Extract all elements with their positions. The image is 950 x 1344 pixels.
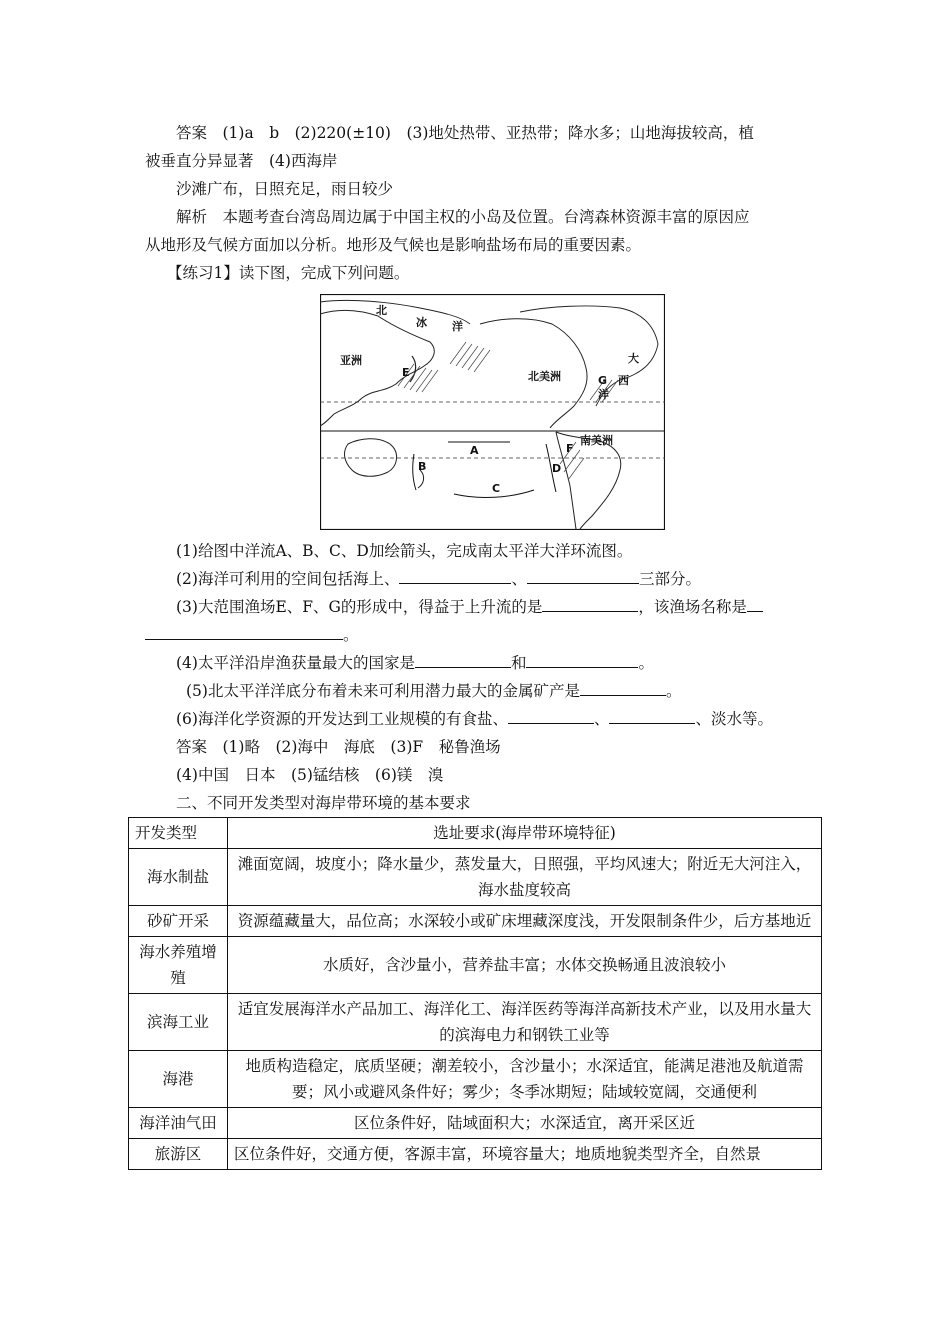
q2-blank-2[interactable] [527,569,639,584]
q5-blank-1[interactable] [580,681,666,696]
answer1-line1: 答案 (1)a b (2)220(±10) (3)地处热带、亚热带；降水多；山地海拔较高，植 [176,124,754,142]
q2-blank-1[interactable] [399,569,511,584]
row-type: 滨海工业 [129,994,228,1051]
label-asia: 亚洲 [340,354,362,367]
question-3-cont [145,625,359,645]
q2-text-b: 、 [511,570,527,588]
q4-blank-1[interactable] [415,653,511,668]
question-1: (1)给图中洋流A、B、C、D加绘箭头，完成南太平洋大洋环流图。 [176,542,633,560]
row-req: 滩面宽阔，坡度小；降水量少，蒸发量大，日照强，平均风速大；附近无大河注入，海水盐度较高 [228,849,822,906]
row-type: 海洋油气田 [129,1108,228,1139]
table-row [129,937,822,994]
question-4 [176,653,654,673]
q3-text-c: 。 [343,626,359,644]
section-title: 二、不同开发类型对海岸带环境的基本要求 [176,794,471,812]
table-row [129,1108,822,1139]
q5-text-b: 。 [665,682,682,700]
question-6 [176,709,773,729]
q3-blank-1[interactable] [542,597,638,612]
q4-text-b: 和 [510,654,527,672]
header-req: 选址要求(海岸带环境特征) [228,818,822,849]
table-row [129,849,822,906]
label-xi: 西 [618,374,629,387]
label-e: E [402,366,410,379]
row-type: 旅游区 [129,1139,228,1170]
row-type: 海水养殖增殖 [129,937,228,994]
q4-text-c: 。 [638,654,654,672]
row-req: 区位条件好，陆域面积大；水深适宜，离开采区近 [228,1108,822,1139]
answer2-line1: 答案 (1)略 (2)海中 海底 (3)F 秘鲁渔场 [176,738,501,756]
q4-blank-2[interactable] [526,653,638,668]
q3-blank-2b[interactable] [145,625,343,640]
q5-text-a: (5)北太平洋洋底分布着未来可利用潜力最大的金属矿产是 [186,682,580,700]
answer2-line2: (4)中国 日本 (5)锰结核 (6)镁 溴 [176,766,444,784]
q3-blank-2a[interactable] [747,597,763,612]
row-type: 海港 [129,1051,228,1108]
table-row [129,1139,822,1170]
exercise-tag: 【练习1】 [167,264,239,282]
header-type: 开发类型 [129,818,228,849]
label-ocean2: 洋 [598,388,609,401]
table-row [129,1051,822,1108]
label-b: B [418,460,427,473]
answer1-line3: 沙滩广布，日照充足，雨日较少 [176,180,394,198]
q6-blank-2[interactable] [609,709,695,724]
exercise-prompt: 读下图，完成下列问题。 [238,264,410,282]
row-req: 适宜发展海洋水产品加工、海洋化工、海洋医药等海洋高新技术产业，以及用水量大的滨海电力和钢铁工业等 [228,994,822,1051]
analysis-line1: 解析 本题考查台湾岛周边属于中国主权的小岛及位置。台湾森林资源丰富的原因应 [176,208,750,226]
table-row [129,906,822,937]
row-req: 水质好，含沙量小，营养盐丰富；水体交换畅通且波浪较小 [228,937,822,994]
label-c: C [492,482,501,495]
q2-text-c: 三部分。 [638,570,701,588]
question-3 [176,597,763,617]
label-g: G [598,374,608,387]
label-ice: 冰 [416,316,427,329]
q4-text-a: (4)太平洋沿岸渔获量最大的国家是 [176,654,415,672]
row-type: 海水制盐 [129,849,228,906]
row-req: 区位条件好，交通方便，客源丰富，环境容量大；地质地貌类型齐全，自然景 [228,1139,822,1170]
row-req: 地质构造稳定，底质坚硬；潮差较小，含沙量小；水深适宜，能满足港池及航道需要；风小或避风条件好；雾少；冬季冰期短；陆域较宽阔，交通便利 [228,1051,822,1108]
table-row [129,994,822,1051]
q3-text-a: (3)大范围渔场E、F、G的形成中，得益于上升流的是 [176,598,543,616]
q6-text-a: (6)海洋化学资源的开发达到工业规模的有食盐、 [176,710,508,728]
table-header-row [129,818,822,849]
label-north-america: 北美洲 [528,370,561,383]
q6-text-c: 、淡水等。 [695,710,773,728]
question-5 [186,681,681,701]
q6-text-b: 、 [593,710,610,728]
row-req: 资源蕴藏量大，品位高；水深较小或矿床埋藏深度浅，开发限制条件少，后方基地近 [228,906,822,937]
q6-blank-1[interactable] [508,709,594,724]
label-d: D [552,462,562,475]
label-south-america: 南美洲 [580,434,613,447]
exercise-heading [167,263,409,283]
requirements-table [128,817,822,1170]
label-ocean1: 洋 [452,320,463,333]
label-north: 北 [376,304,387,317]
question-2 [176,569,701,589]
analysis-line2: 从地形及气候方面加以分析。地形及气候也是影响盐场布局的重要因素。 [145,236,642,254]
label-a: A [470,444,479,457]
answer1-line2: 被垂直分异显著 (4)西海岸 [145,152,338,170]
pacific-map [320,294,665,530]
row-type: 砂矿开采 [129,906,228,937]
label-da: 大 [628,352,639,365]
q3-text-b: ，该渔场名称是 [638,598,747,616]
label-f: F [566,442,574,455]
q2-text-a: (2)海洋可利用的空间包括海上、 [176,570,400,588]
